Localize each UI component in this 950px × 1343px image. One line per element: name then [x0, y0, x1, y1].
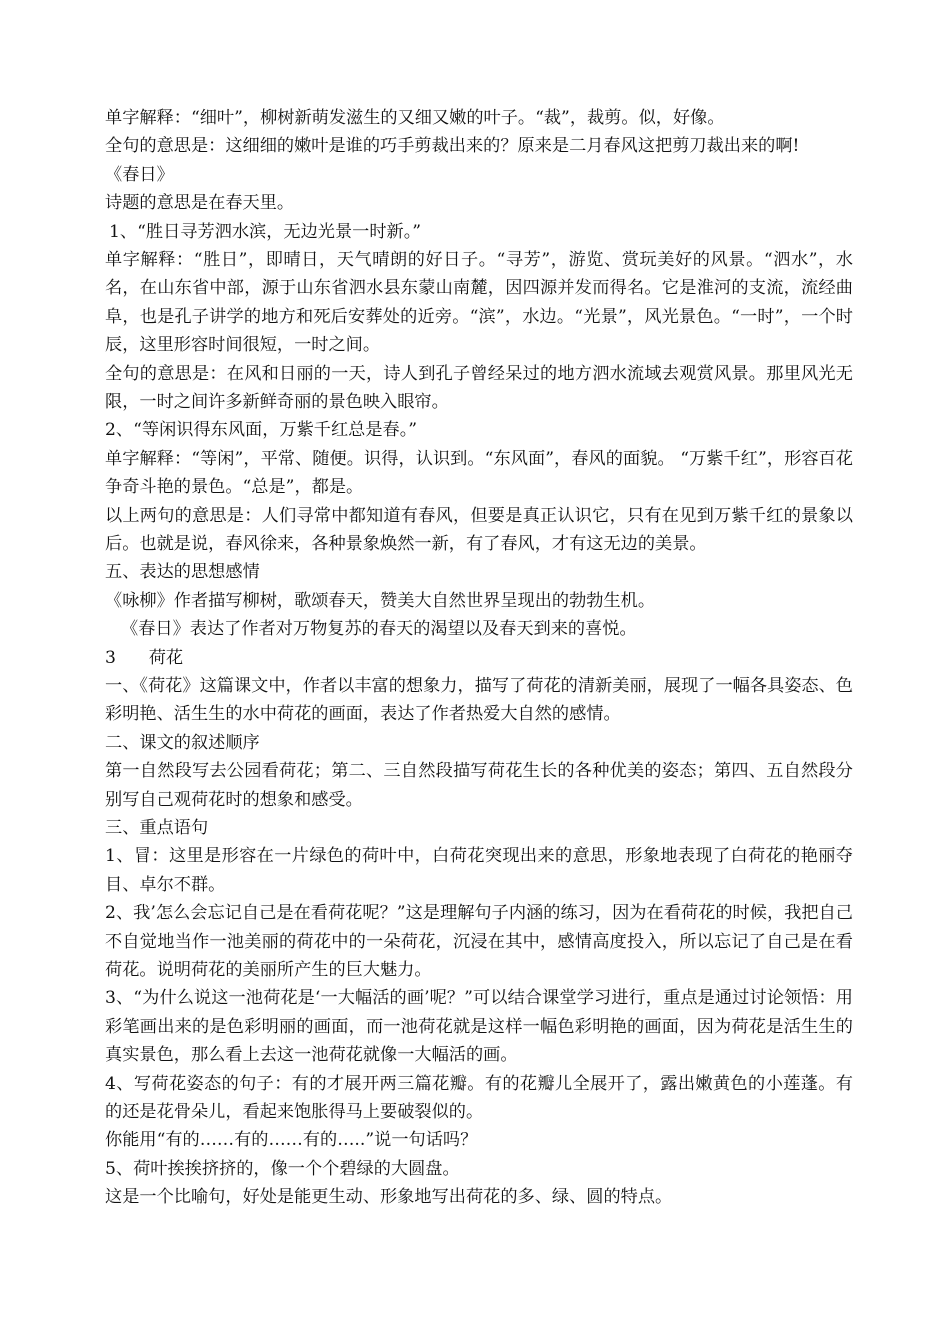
text-paragraph: 2、我’怎么会忘记自己是在看荷花呢？”这是理解句子内涵的练习，因为在看荷花的时候，我把自己不自觉地当作一池美丽的荷花中的一朵荷花，沉浸在其中，感情高度投入，所以忘记了自己是在看荷花。说明荷花的美丽所产生的巨大魅力。	[105, 903, 853, 981]
text-line: 五、表达的思想感情	[105, 562, 260, 583]
text-line: 诗题的意思是在春天里。	[105, 193, 295, 214]
text-paragraph: 全句的意思是：在风和日丽的一天，诗人到孔子曾经呆过的地方泗水流域去观赏风景。那里风光无限，一时之间许多新鲜奇丽的景色映入眼帘。	[105, 363, 853, 412]
text-line: 2、“等闲识得东风面，万紫千红总是春。”	[105, 420, 418, 441]
text-paragraph: 单字解释：“等闲”，平常、随便。识得，认识到。“东风面”，春风的面貌。 “万紫千红”，形容百花争奇斗艳的景色。“总是”，都是。	[105, 448, 853, 498]
text-line: 5、荷叶挨挨挤挤的，像一个个碧绿的大圆盘。	[105, 1158, 460, 1179]
text-paragraph: 单字解释：“胜日”，即晴日，天气晴朗的好日子。“寻芳”，游览、赏玩美好的风景。“泗水”，水名，在山东省中部，源于山东省泗水县东蒙山南麓，因四源并发而得名。它是淮河的支流，流经曲阜，也是孔子讲学的地方和死后安葬处的近旁。“滨”，水边。“光景”，风光景色。“一时”，一个时辰，这里形容时间很短，一时之间。	[105, 249, 853, 356]
text-line: 《春日》	[105, 164, 174, 185]
document-body	[105, 104, 853, 1212]
text-paragraph: 一、《荷花》这篇课文中，作者以丰富的想象力，描写了荷花的清新美丽，展现了一幅各具姿态、色彩明艳、活生生的水中荷花的画面，表达了作者热爱大自然的感情。	[105, 675, 853, 725]
text-paragraph: 3、“为什么说这一池荷花是‘一大幅活的画’呢？”可以结合课堂学习进行，重点是通过讨论领悟：用彩笔画出来的是色彩明丽的画面，而一池荷花就是这样一幅色彩明艳的画面，因为荷花是活生生的真实景色，那么看上去这一池荷花就像一大幅活的画。	[105, 988, 853, 1066]
text-line: 二、课文的叙述顺序	[105, 732, 260, 753]
text-paragraph: 第一自然段写去公园看荷花；第二、三自然段描写荷花生长的各种优美的姿态；第四、五自然段分别写自己观荷花时的想象和感受。	[105, 761, 853, 810]
text-line: 《春日》表达了作者对万物复苏的春天的渴望以及春天到来的喜悦。	[121, 619, 637, 640]
text-paragraph: 1、冒：这里是形容在一片绿色的荷叶中，白荷花突现出来的意思，形象地表现了白荷花的艳丽夺目、卓尔不群。	[105, 846, 853, 895]
text-line: 《咏柳》作者描写柳树，歌颂春天，赞美大自然世界呈现出的勃勃生机。	[105, 590, 656, 611]
text-paragraph: 全句的意思是：这细细的嫩叶是谁的巧手剪裁出来的？原来是二月春风这把剪刀裁出来的啊!	[105, 136, 800, 157]
text-line: 你能用“有的……有的……有的…..”说一句话吗？	[105, 1130, 478, 1151]
text-line: 单字解释：“细叶”，柳树新萌发滋生的又细又嫩的叶子。“裁”，裁剪。似，好像。	[105, 108, 725, 128]
text-paragraph: 4、写荷花姿态的句子：有的才展开两三篇花瓣。有的花瓣儿全展开了，露出嫩黄色的小莲蓬。有的还是花骨朵儿，看起来饱胀得马上要破裂似的。	[105, 1073, 853, 1123]
text-paragraph: 以上两句的意思是：人们寻常中都知道有春风，但要是真正认识它，只有在见到万紫千红的景象以后。也就是说，春风徐来，各种景象焕然一新，有了春风，才有这无边的美景。	[105, 505, 853, 555]
text-line: 3 荷花	[105, 647, 184, 668]
text-line: 三、重点语句	[105, 818, 209, 838]
text-line: 这是一个比喻句，好处是能更生动、形象地写出荷花的多、绿、圆的特点。	[105, 1187, 673, 1208]
text-line: 1、“胜日寻芳泗水滨，无边光景一时新。”	[109, 221, 422, 242]
